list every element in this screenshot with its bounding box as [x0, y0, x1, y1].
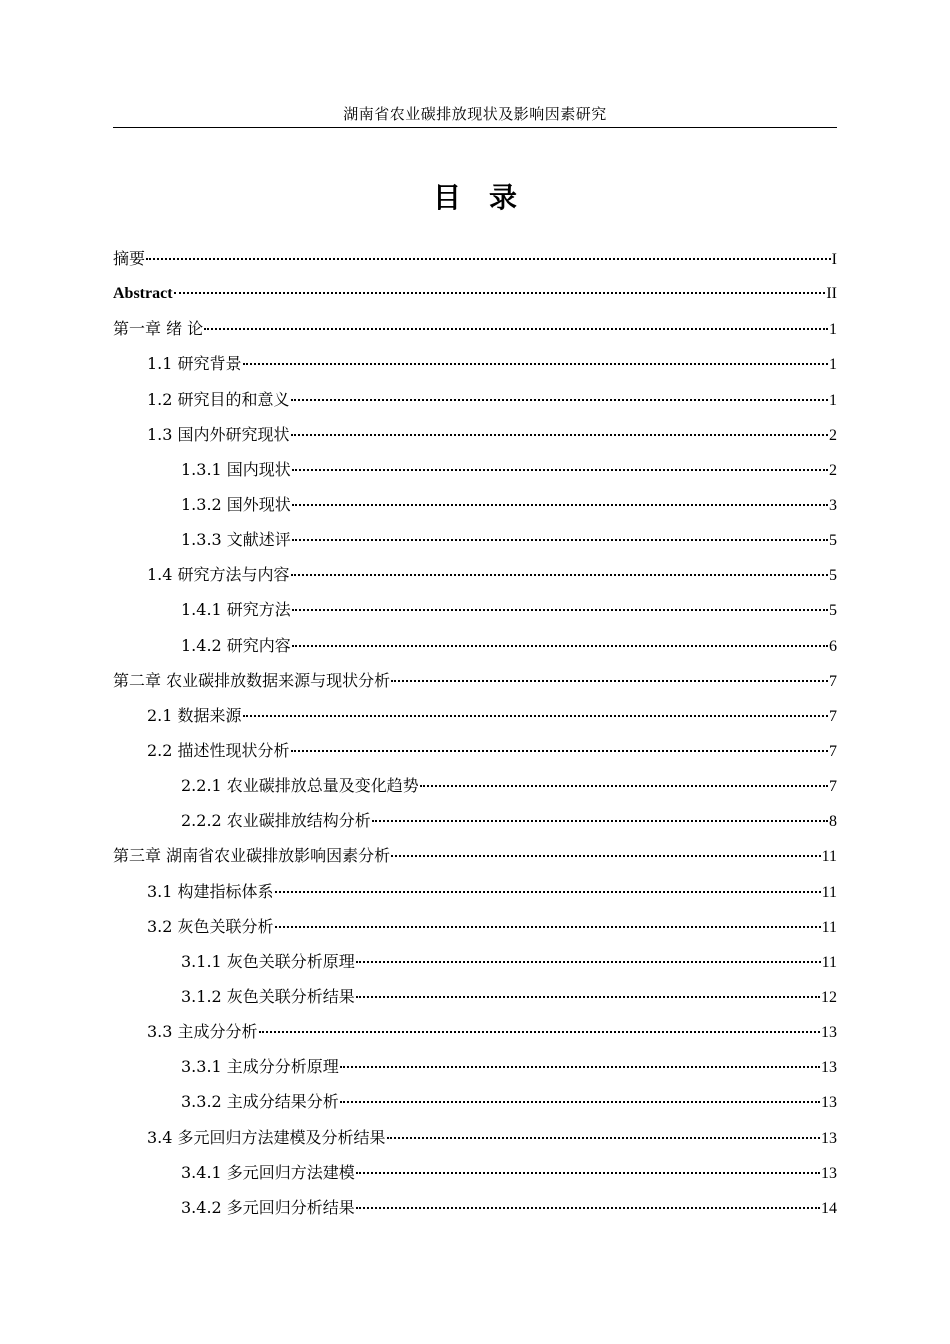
toc-entry[interactable] [113, 944, 837, 979]
toc-entry-page-number: 13 [821, 1129, 837, 1147]
toc-entry-page-number: 7 [829, 707, 837, 725]
toc-entry[interactable] [113, 733, 837, 768]
toc-entry-title: 2.2 描述性现状分析 [147, 740, 290, 760]
toc-entry-page-number: 11 [821, 883, 837, 901]
toc-entry-title: 1.1 研究背景 [147, 354, 242, 374]
toc-entry-title: 1.3.1 国内现状 [181, 459, 291, 479]
toc-entry-page-number: 1 [829, 356, 837, 374]
toc-dot-leader [356, 1154, 820, 1174]
toc-dot-leader [259, 1013, 820, 1033]
toc-entry-page-number: 3 [829, 496, 837, 514]
toc-dot-leader [356, 1189, 820, 1209]
toc-entry-title: 3.1 构建指标体系 [147, 881, 274, 901]
toc-dot-leader [340, 1083, 820, 1103]
toc-entry-page-number: 12 [821, 988, 837, 1006]
toc-dot-leader [356, 943, 821, 963]
toc-entry-page-number: 5 [829, 602, 837, 620]
toc-entry-title: 3.4.2 多元回归分析结果 [181, 1197, 355, 1217]
toc-entry-title: Abstract [113, 285, 173, 303]
toc-entry[interactable] [113, 382, 837, 417]
toc-dot-leader [174, 274, 826, 294]
toc-entry-page-number: 13 [821, 1024, 837, 1042]
toc-entry[interactable] [113, 663, 837, 698]
toc-dot-leader [292, 486, 828, 506]
toc-entry-title: 3.2 灰色关联分析 [147, 916, 274, 936]
toc-entry[interactable] [113, 241, 837, 276]
toc-entry-page-number: 7 [829, 672, 837, 690]
toc-entry-page-number: 7 [829, 742, 837, 760]
toc-dot-leader [243, 697, 828, 717]
toc-entry[interactable] [113, 1120, 837, 1155]
toc-entry-page-number: 5 [829, 567, 837, 585]
toc-entry-title: 3.4 多元回归方法建模及分析结果 [147, 1127, 386, 1147]
toc-entry[interactable] [113, 487, 837, 522]
toc-entry-page-number: II [826, 285, 837, 303]
toc-entry[interactable] [113, 522, 837, 557]
toc-title: 目录 [432, 181, 545, 214]
toc-entry-title: 第三章 湖南省农业碳排放影响因素分析 [113, 846, 391, 866]
toc-entry-page-number: 11 [821, 848, 837, 866]
toc-dot-leader [291, 556, 828, 576]
toc-entry-page-number: 1 [829, 321, 837, 339]
toc-entry-title: 3.3.1 主成分分析原理 [181, 1057, 339, 1077]
toc-dot-leader [391, 662, 828, 682]
toc-entry-title: 2.1 数据来源 [147, 705, 242, 725]
toc-entry-page-number: 7 [829, 778, 837, 796]
toc-dot-leader [292, 451, 828, 471]
toc-dot-leader [275, 908, 821, 928]
toc-entry[interactable] [113, 346, 837, 381]
toc-entry[interactable] [113, 1049, 837, 1084]
toc-dot-leader [340, 1048, 820, 1068]
running-header: 湖南省农业碳排放现状及影响因素研究 [343, 105, 607, 123]
toc-dot-leader [204, 310, 828, 330]
toc-entry-title: 3.4.1 多元回归方法建模 [181, 1162, 355, 1182]
toc-entry-title: 1.3 国内外研究现状 [147, 424, 290, 444]
toc-entry[interactable] [113, 803, 837, 838]
toc-dot-leader [292, 521, 828, 541]
toc-entry-title: 1.4 研究方法与内容 [147, 565, 290, 585]
toc-entry-title: 3.3 主成分分析 [147, 1022, 258, 1042]
header-rule [113, 127, 837, 128]
toc-entry[interactable] [113, 979, 837, 1014]
toc-entry-title: 第二章 农业碳排放数据来源与现状分析 [113, 670, 391, 690]
toc-entry[interactable] [113, 1014, 837, 1049]
toc-entry-title: 1.4.2 研究内容 [181, 635, 291, 655]
toc-entry-page-number: 5 [829, 532, 837, 550]
toc-entry-title: 1.4.1 研究方法 [181, 600, 291, 620]
toc-entry-title: 1.3.2 国外现状 [181, 494, 291, 514]
toc-dot-leader [146, 240, 831, 260]
toc-entry-page-number: 13 [821, 1164, 837, 1182]
toc-entry[interactable] [113, 1190, 837, 1225]
toc-entry[interactable] [113, 311, 837, 346]
toc-entry-title: 第一章 绪 论 [113, 319, 204, 339]
toc-dot-leader [275, 873, 821, 893]
toc-entry-page-number: 14 [821, 1199, 837, 1217]
toc-entry[interactable] [113, 909, 837, 944]
toc-entry-page-number: 13 [821, 1094, 837, 1112]
toc-dot-leader [420, 767, 828, 787]
toc-entry-page-number: 8 [829, 813, 837, 831]
toc-entry-title: 1.2 研究目的和意义 [147, 389, 290, 409]
toc-entry[interactable] [113, 1084, 837, 1119]
toc-list [113, 241, 837, 1225]
toc-dot-leader [387, 1119, 820, 1139]
toc-dot-leader [291, 732, 828, 752]
toc-entry-title: 3.3.2 主成分结果分析 [181, 1092, 339, 1112]
toc-entry-title: 2.2.1 农业碳排放总量及变化趋势 [181, 776, 419, 796]
toc-entry-page-number: 2 [829, 426, 837, 444]
toc-entry-page-number: 6 [829, 637, 837, 655]
toc-entry[interactable] [113, 698, 837, 733]
toc-entry-page-number: I [831, 251, 837, 268]
toc-entry-page-number: 1 [829, 391, 837, 409]
toc-entry[interactable] [113, 417, 837, 452]
toc-entry-title: 1.3.3 文献述评 [181, 530, 291, 550]
toc-entry[interactable] [113, 1155, 837, 1190]
toc-entry[interactable] [113, 276, 837, 311]
toc-entry[interactable] [113, 628, 837, 663]
toc-dot-leader [391, 837, 821, 857]
toc-dot-leader [291, 416, 828, 436]
toc-dot-leader [292, 591, 828, 611]
toc-entry[interactable] [113, 874, 837, 909]
toc-entry-page-number: 2 [829, 461, 837, 479]
toc-entry[interactable] [113, 452, 837, 487]
toc-entry[interactable] [113, 557, 837, 592]
toc-entry-title: 3.1.2 灰色关联分析结果 [181, 986, 355, 1006]
toc-entry-title: 摘要 [113, 249, 146, 268]
toc-entry-page-number: 11 [821, 918, 837, 936]
toc-entry-title: 3.1.1 灰色关联分析原理 [181, 951, 355, 971]
toc-entry-page-number: 11 [821, 953, 837, 971]
toc-entry-title: 2.2.2 农业碳排放结构分析 [181, 811, 371, 831]
toc-entry[interactable] [113, 768, 837, 803]
toc-dot-leader [243, 345, 828, 365]
toc-dot-leader [292, 627, 828, 647]
toc-dot-leader [356, 978, 820, 998]
toc-dot-leader [291, 381, 828, 401]
toc-entry[interactable] [113, 838, 837, 873]
toc-entry[interactable] [113, 592, 837, 627]
toc-dot-leader [372, 802, 828, 822]
toc-entry-page-number: 13 [821, 1059, 837, 1077]
